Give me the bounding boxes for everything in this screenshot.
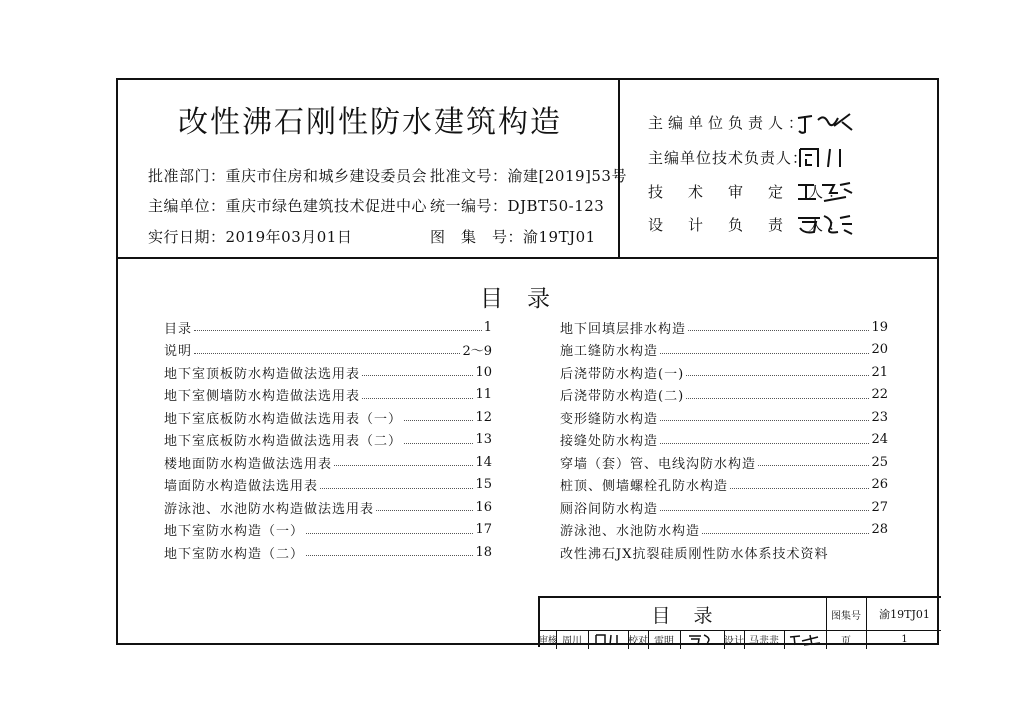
toc-entry[interactable]: 说明 2～9 xyxy=(164,344,492,360)
toc-entry[interactable]: 变形缝防水构造 23 xyxy=(560,409,888,427)
review-name: 周川 xyxy=(562,636,582,647)
toc-entry[interactable]: 地下室防水构造（一） 17 xyxy=(164,522,492,540)
toc-entry[interactable]: 地下室底板防水构造做法选用表（二） 13 xyxy=(164,432,492,450)
review-signature xyxy=(588,630,628,649)
review-label: 审核 xyxy=(539,636,558,646)
toc-entry[interactable]: 改性沸石JX抗裂硅质刚性防水体系技术资料 xyxy=(560,546,829,562)
page-label: 页 xyxy=(841,636,851,647)
atlas-no: 图 集 号：渝19TJ01 xyxy=(430,228,596,246)
toc-right-column xyxy=(560,316,888,564)
toc-entry[interactable]: 墙面防水构造做法选用表 15 xyxy=(164,477,492,495)
design-label: 设计 xyxy=(724,636,744,647)
resp-design-lead: 设 计 负 责 人： xyxy=(648,216,849,234)
toc-entry[interactable]: 施工缝防水构造 20 xyxy=(560,342,888,360)
toc-entry[interactable]: 厕浴间防水构造 27 xyxy=(560,499,888,517)
toc-entry[interactable]: 地下室顶板防水构造做法选用表 10 xyxy=(164,364,492,382)
title-block-atlas-label: 图集号 xyxy=(831,610,861,622)
atlas-title: 改性沸石刚性防水建筑构造 xyxy=(178,105,562,140)
toc-entry[interactable]: 桩顶、侧墙螺栓孔防水构造 26 xyxy=(560,477,888,495)
toc-entry[interactable]: 楼地面防水构造做法选用表 14 xyxy=(164,454,492,472)
toc-entry[interactable]: 游泳池、水池防水构造 28 xyxy=(560,522,888,540)
approval-doc: 批准文号：渝建[2019]53号 xyxy=(430,167,627,185)
check-label: 校对 xyxy=(628,636,648,647)
resp-chief-editor: 主编单位负责人： xyxy=(648,114,809,132)
signature-1 xyxy=(794,110,854,136)
drawing-sheet xyxy=(116,78,939,645)
design-name: 马悲悲 xyxy=(749,636,779,647)
toc-entry[interactable]: 地下室侧墙防水构造做法选用表 11 xyxy=(164,387,492,405)
toc-entry[interactable]: 目录 1 xyxy=(164,319,492,337)
unified-no: 统一编号：DJBT50-123 xyxy=(430,197,605,215)
resp-tech-chief: 主编单位技术负责人： xyxy=(648,149,809,167)
title-block xyxy=(538,596,941,647)
check-signature xyxy=(680,630,724,649)
toc-entry[interactable]: 游泳池、水池防水构造做法选用表 16 xyxy=(164,499,492,517)
signature-3 xyxy=(794,179,854,205)
resp-tech-review: 技 术 审 定 人： xyxy=(648,183,849,201)
page-value: 1 xyxy=(901,634,908,645)
title-block-name: 目 录 xyxy=(651,604,715,627)
design-signature xyxy=(784,630,826,649)
toc-entry[interactable]: 地下回填层排水构造 19 xyxy=(560,319,888,337)
toc-entry[interactable]: 地下室防水构造（二） 18 xyxy=(164,544,492,562)
approving-dept: 批准部门：重庆市住房和城乡建设委员会 xyxy=(148,167,428,185)
toc-entry[interactable]: 后浇带防水构造(二) 22 xyxy=(560,387,888,405)
signature-2 xyxy=(794,145,854,171)
title-block-atlas-value: 渝19TJ01 xyxy=(879,608,930,621)
toc-heading: 目录 xyxy=(480,286,574,312)
header-divider xyxy=(118,257,937,259)
effective-date: 实行日期：2019年03月01日 xyxy=(148,228,353,246)
check-name: 雷明 xyxy=(654,636,674,647)
toc-entry[interactable]: 穿墙（套）管、电线沟防水构造 25 xyxy=(560,454,888,472)
toc-entry[interactable]: 接缝处防水构造 24 xyxy=(560,432,888,450)
editor-unit: 主编单位：重庆市绿色建筑技术促进中心 xyxy=(148,197,428,215)
toc-left-column xyxy=(164,316,492,564)
toc-entry[interactable]: 地下室底板防水构造做法选用表（一） 12 xyxy=(164,409,492,427)
signature-4 xyxy=(794,212,854,238)
toc-entry[interactable]: 后浇带防水构造(一) 21 xyxy=(560,364,888,382)
